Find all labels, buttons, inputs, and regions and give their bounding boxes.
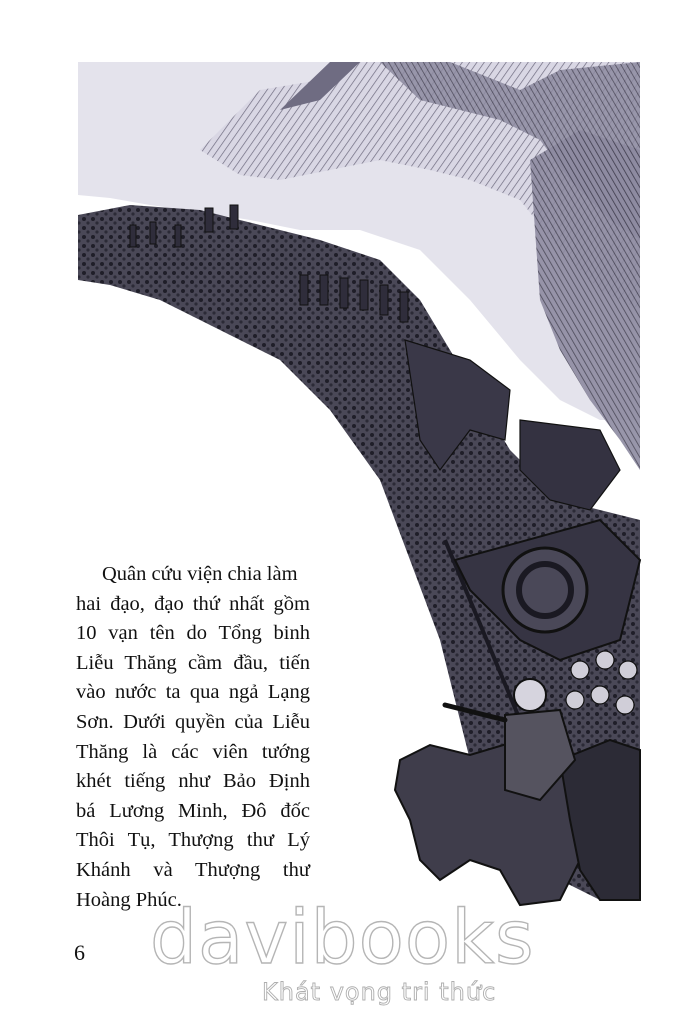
story-line: 10 vạn tên do Tổng binh [76, 622, 310, 645]
story-line: vào nước ta qua ngả Lạng [76, 681, 310, 704]
story-line: bá Lương Minh, Đô đốc [76, 799, 310, 822]
story-line: Sơn. Dưới quyền của Liễu [76, 710, 310, 733]
story-line: Khánh và Thượng thư [76, 858, 310, 881]
watermark-tagline: Khát vọng tri thức [262, 978, 497, 1006]
story-line: Liễu Thăng cầm đầu, tiến [76, 651, 310, 674]
story-paragraph [76, 560, 310, 915]
story-line: Thôi Tụ, Thượng thư Lý [76, 829, 310, 852]
story-line: hai đạo, đạo thứ nhất gồm [76, 592, 310, 615]
page-number: 6 [74, 940, 85, 965]
cavalry-riders [395, 651, 640, 905]
story-line: Quân cứu viện chia làm [102, 563, 298, 585]
watermark-brand: davibooks [150, 895, 535, 981]
story-line: Thăng là các viên tướng [76, 740, 310, 763]
story-line: khét tiếng như Bảo Định [76, 770, 310, 793]
story-line: Hoàng Phúc. [76, 888, 182, 911]
